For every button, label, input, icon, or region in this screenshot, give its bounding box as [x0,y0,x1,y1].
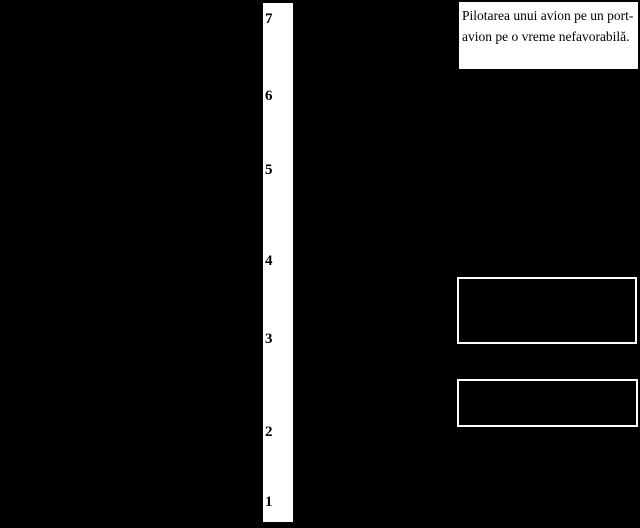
scale-tick-3: 3 [265,331,273,347]
anchor-note-box [457,2,638,69]
anchor-note-line-2: avion pe o vreme nefavorabilă. [462,29,630,44]
empty-anchor-box-2 [457,379,638,427]
anchor-note-line-1: Pilotarea unui avion pe un port- [462,8,634,23]
scale-tick-1: 1 [265,494,273,510]
scale-tick-4: 4 [265,253,273,269]
difficulty-scale-bar [263,3,293,522]
scale-tick-5: 5 [265,162,273,178]
scale-tick-7: 7 [265,11,273,27]
scale-tick-6: 6 [265,88,273,104]
empty-anchor-box-1 [457,277,637,344]
scale-tick-2: 2 [265,424,273,440]
